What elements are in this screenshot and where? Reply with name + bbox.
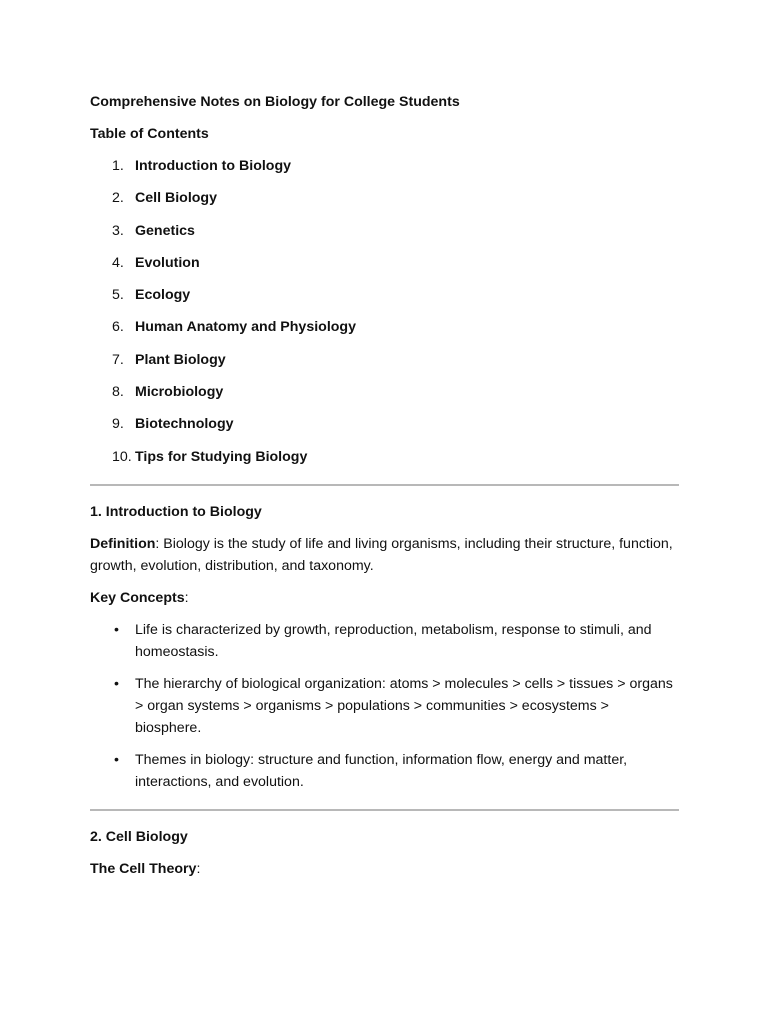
bullet-icon: • [114,621,119,638]
list-item-text: Life is characterized by growth, reproduction, metabolism, response to stimuli, and homeostasis. [135,621,652,660]
toc-item-label: Tips for Studying Biology [135,448,308,465]
section-divider [90,809,679,811]
toc-item[interactable] [90,155,679,177]
toc-item[interactable] [90,381,679,403]
toc-item-label: Human Anatomy and Physiology [135,319,356,336]
list-item [90,749,679,793]
toc-item-number: 1. [112,158,124,174]
document-title: Comprehensive Notes on Biology for College Students [90,94,460,110]
key-concepts-label: Key Concepts [90,589,185,606]
toc-item[interactable] [90,284,679,306]
key-concepts-suffix: : [184,589,189,606]
bullet-icon: • [114,751,119,768]
toc-item[interactable] [90,413,679,435]
toc-item-number: 3. [112,222,124,239]
toc-item[interactable] [90,316,679,338]
toc-item-label: Evolution [135,254,200,271]
toc-item-number: 6. [112,319,124,336]
cell-theory-suffix: : [196,860,201,877]
toc-item-number: 7. [112,351,124,368]
key-concepts-paragraph [90,587,679,609]
toc-item-label: Microbiology [135,384,224,401]
list-item-text: Themes in biology: structure and function, information flow, energy and matter, interactions, and evolution. [135,751,628,790]
toc-item-label: Plant Biology [135,351,226,368]
toc-item-label: Cell Biology [135,190,217,207]
toc-item-number: 8. [112,384,124,401]
list-item [90,619,679,663]
toc-heading: Table of Contents [90,126,209,142]
definition-label: Definition [90,535,156,552]
cell-theory-label: The Cell Theory [90,860,197,877]
toc-item[interactable] [90,349,679,371]
table-of-contents [90,155,679,468]
toc-item-label: Biotechnology [135,416,234,433]
toc-item-number: 2. [112,190,124,207]
toc-item[interactable] [90,252,679,274]
toc-item-number: 10. [112,448,132,465]
section-divider [90,484,679,486]
toc-item[interactable] [90,220,679,242]
toc-item-label: Introduction to Biology [135,158,292,174]
cell-theory-paragraph [90,858,679,880]
definition-paragraph [90,533,679,577]
definition-text: : Biology is the study of life and living organisms, including their structure, function, growth, evolution, distribution, and taxonomy. [90,535,673,574]
toc-item-number: 5. [112,287,124,304]
section-heading-cell-biology: 2. Cell Biology [90,828,188,845]
list-item-text: The hierarchy of biological organization: atoms > molecules > cells > tissues > organs > organ systems > organisms > populations > communities > ecosystems > biosphere. [135,675,673,736]
document-page [90,91,679,890]
toc-item-label: Genetics [135,222,195,239]
toc-item[interactable] [90,446,679,468]
bullet-icon: • [114,675,119,692]
section-heading-introduction: 1. Introduction to Biology [90,503,262,520]
toc-item-number: 4. [112,254,124,271]
toc-item[interactable] [90,187,679,209]
toc-item-label: Ecology [135,287,191,304]
list-item [90,673,679,739]
toc-item-number: 9. [112,416,124,433]
key-concepts-list [90,619,679,793]
